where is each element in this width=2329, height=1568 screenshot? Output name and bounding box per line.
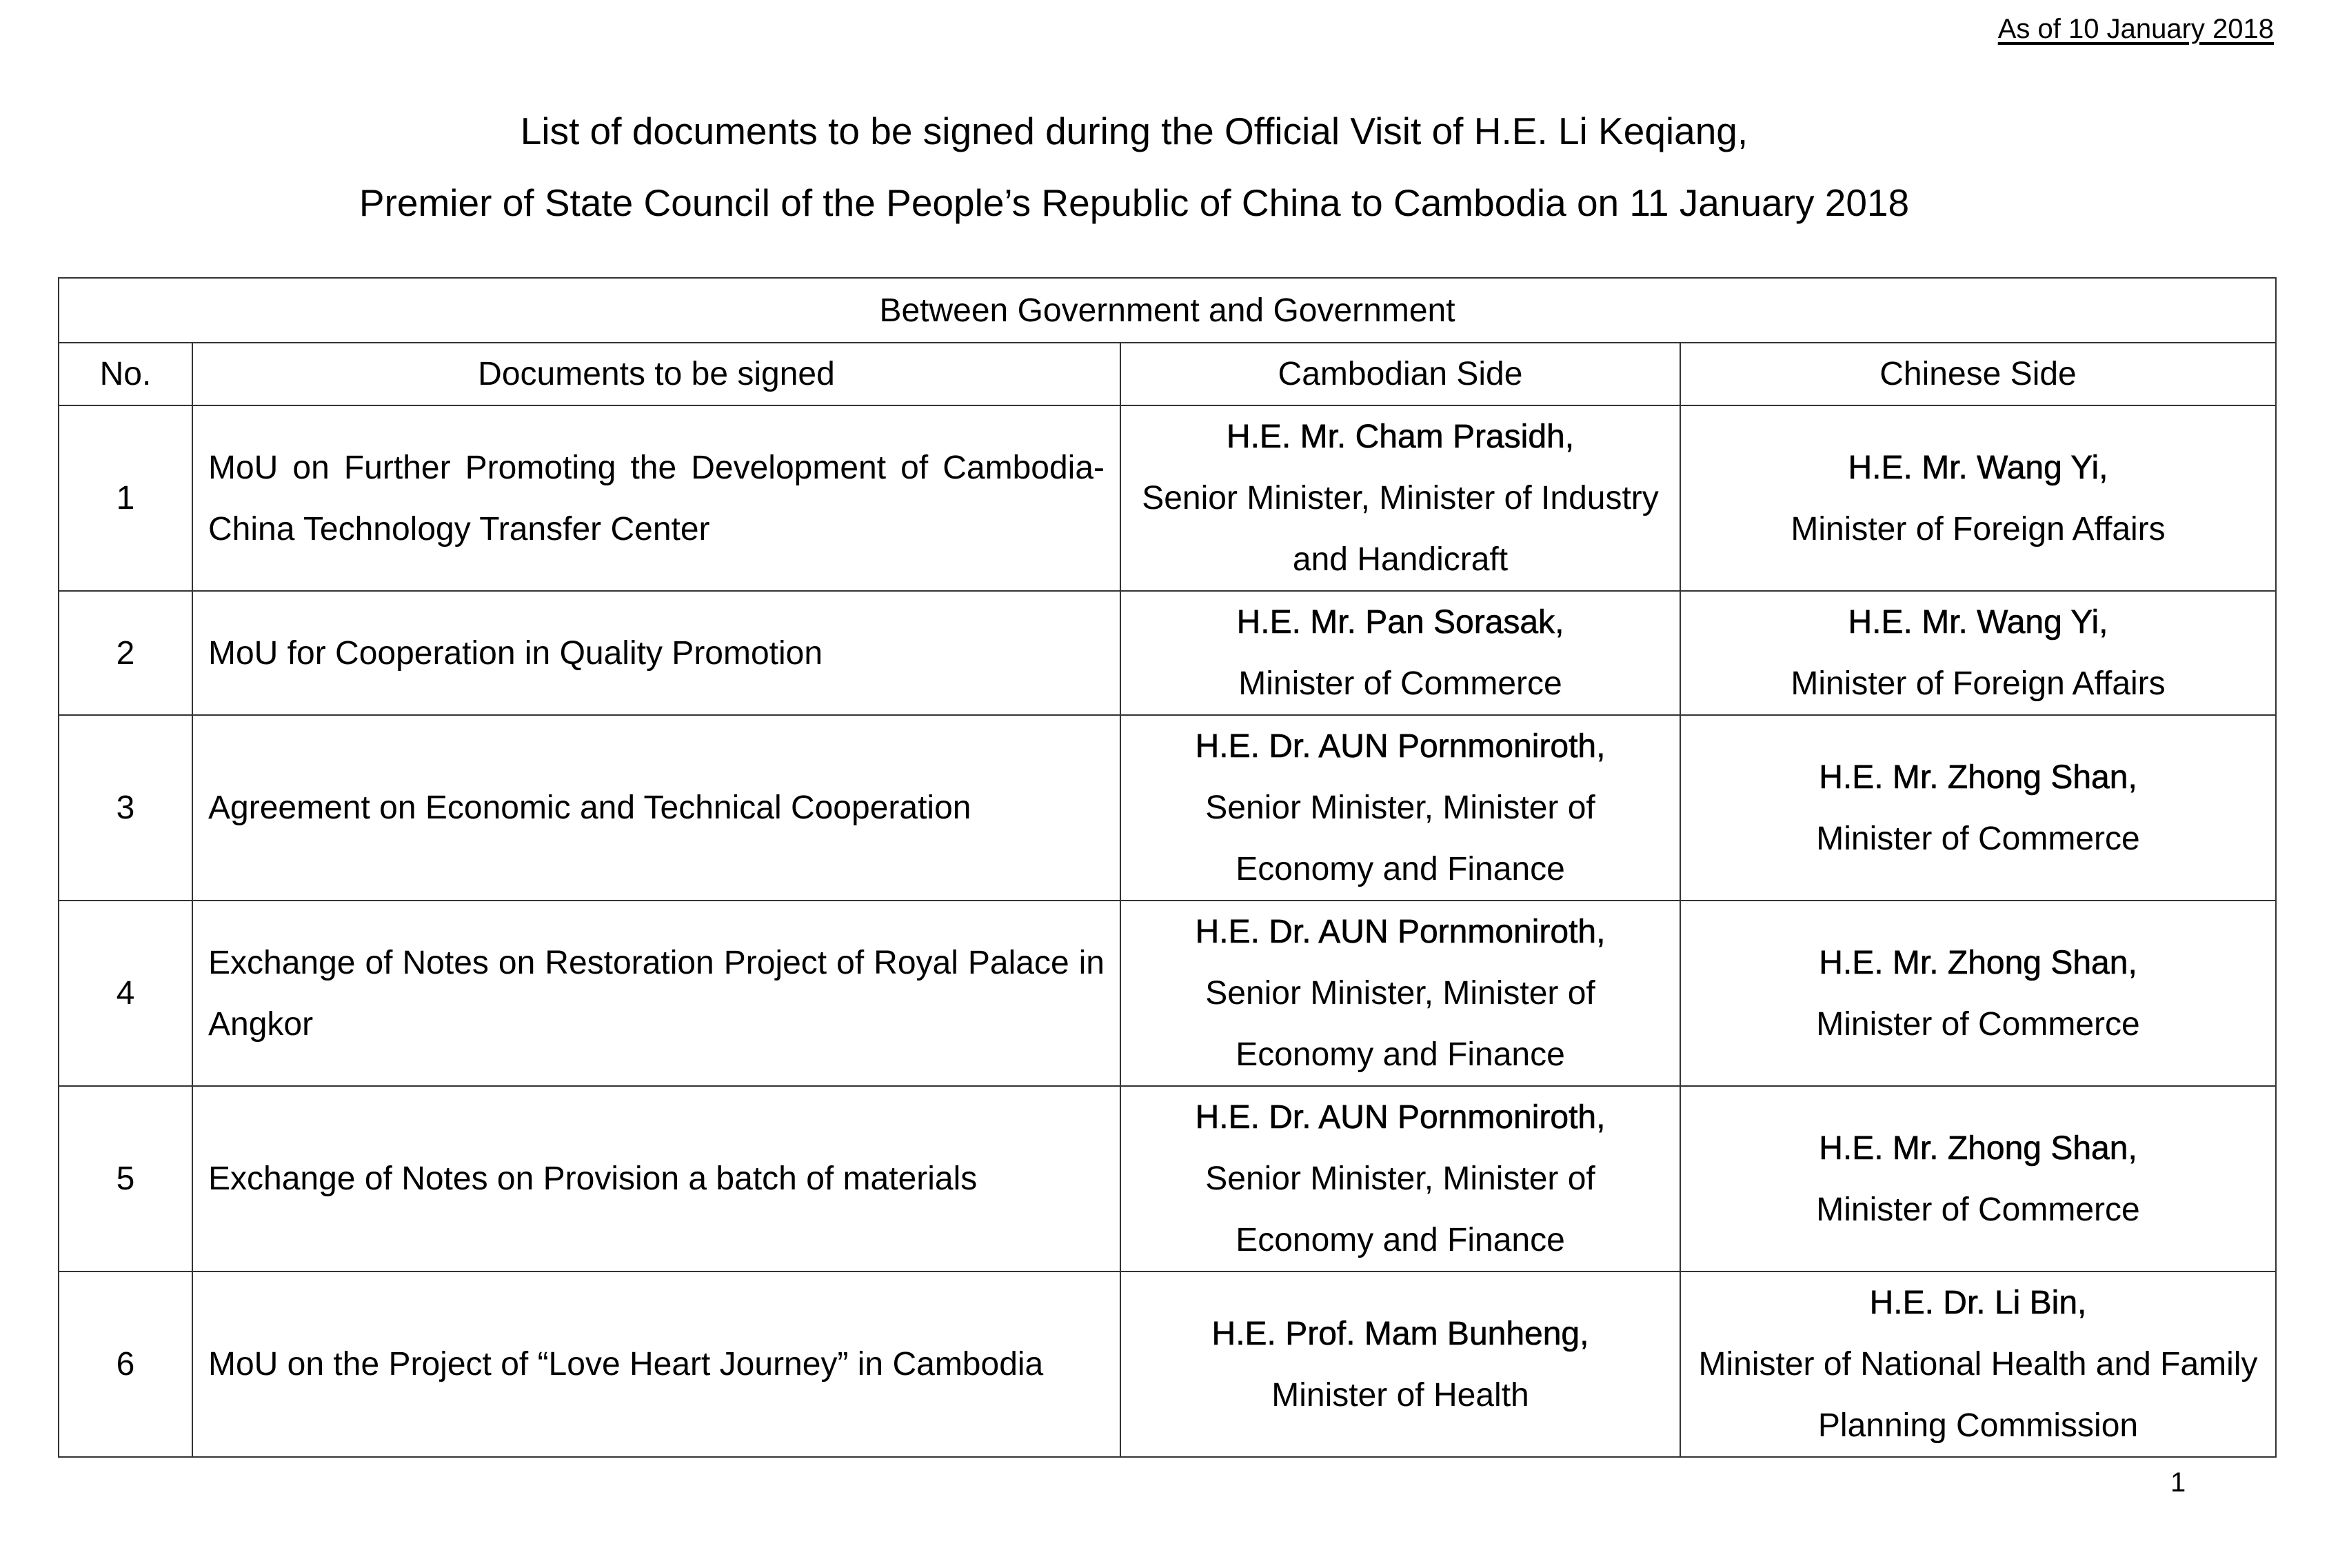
chinese-signatory-role: Minister of Commerce (1816, 1005, 2140, 1043)
document-title: Exchange of Notes on Restoration Project of Royal Palace in Angkor (192, 901, 1120, 1086)
cambodian-signatory-name: H.E. Mr. Cham Prasidh, (1226, 419, 1575, 455)
cambodian-signatory-role: Minister of Commerce (1238, 665, 1562, 702)
cambodian-signatory-role: Senior Minister, Minister of Economy and Finance (1205, 975, 1595, 1073)
chinese-signatory-name: H.E. Dr. Li Bin, (1869, 1285, 2087, 1321)
document-title-line-2: Premier of State Council of the People’s Republic of China to Cambodia on 11 January 2018 (359, 181, 1910, 224)
chinese-signatory-name: H.E. Mr. Wang Yi, (1848, 604, 2108, 641)
document-title-line-1: List of documents to be signed during the Official Visit of H.E. Li Keqiang, (520, 110, 1748, 152)
column-header-document: Documents to be signed (192, 343, 1120, 405)
cambodian-signatory-name: H.E. Dr. AUN Pornmoniroth, (1195, 914, 1606, 950)
documents-table (58, 277, 2277, 1458)
row-number: 6 (59, 1272, 192, 1457)
chinese-signatory (1680, 901, 2276, 1086)
document-title: Agreement on Economic and Technical Cooperation (192, 715, 1120, 901)
row-number: 3 (59, 715, 192, 901)
chinese-signatory-name: H.E. Mr. Wang Yi, (1848, 449, 2108, 486)
chinese-signatory-name: H.E. Mr. Zhong Shan, (1819, 758, 2137, 796)
section-header-row (59, 278, 2276, 343)
chinese-signatory-role: Minister of Commerce (1816, 1191, 2140, 1228)
document-title: Exchange of Notes on Provision a batch of materials (192, 1086, 1120, 1272)
cambodian-signatory (1120, 1272, 1680, 1457)
chinese-signatory-role: Minister of Foreign Affairs (1791, 510, 2166, 547)
document-title: MoU on the Project of “Love Heart Journey” in Cambodia (192, 1272, 1120, 1457)
table-row (59, 901, 2276, 1086)
page-number: 1 (2170, 1467, 2186, 1498)
cambodian-signatory (1120, 405, 1680, 591)
column-header-cambodian-side: Cambodian Side (1120, 343, 1680, 405)
chinese-signatory (1680, 405, 2276, 591)
row-number: 2 (59, 591, 192, 715)
document-title: MoU on Further Promoting the Development of Cambodia-China Technology Transfer Center (192, 405, 1120, 591)
cambodian-signatory-name: H.E. Mr. Pan Sorasak, (1236, 604, 1564, 641)
table-row (59, 715, 2276, 901)
column-header-row (59, 343, 2276, 405)
section-title: Between Government and Government (59, 278, 2276, 343)
cambodian-signatory-role: Senior Minister, Minister of Industry and Handicraft (1142, 480, 1659, 578)
table-row (59, 1086, 2276, 1272)
table-row (59, 405, 2276, 591)
chinese-signatory-name: H.E. Mr. Zhong Shan, (1819, 1129, 2137, 1167)
chinese-signatory-role: Minister of National Health and Family Planning Commission (1698, 1346, 2258, 1444)
column-header-chinese-side: Chinese Side (1680, 343, 2276, 405)
as-of-date: As of 10 January 2018 (1997, 14, 2274, 44)
cambodian-signatory (1120, 715, 1680, 901)
cambodian-signatory (1120, 591, 1680, 715)
row-number: 1 (59, 405, 192, 591)
cambodian-signatory (1120, 1086, 1680, 1272)
table-row (59, 1272, 2276, 1457)
chinese-signatory (1680, 715, 2276, 901)
cambodian-signatory-name: H.E. Dr. AUN Pornmoniroth, (1195, 1099, 1606, 1136)
document-title: MoU for Cooperation in Quality Promotion (192, 591, 1120, 715)
chinese-signatory (1680, 591, 2276, 715)
chinese-signatory-name: H.E. Mr. Zhong Shan, (1819, 944, 2137, 981)
chinese-signatory-role: Minister of Foreign Affairs (1791, 665, 2166, 702)
cambodian-signatory-role: Senior Minister, Minister of Economy and Finance (1205, 790, 1595, 887)
chinese-signatory-role: Minister of Commerce (1816, 820, 2140, 857)
chinese-signatory (1680, 1086, 2276, 1272)
chinese-signatory (1680, 1272, 2276, 1457)
cambodian-signatory-role: Senior Minister, Minister of Economy and Finance (1205, 1160, 1595, 1258)
cambodian-signatory-name: H.E. Prof. Mam Bunheng, (1211, 1315, 1589, 1352)
column-header-no: No. (59, 343, 192, 405)
row-number: 4 (59, 901, 192, 1086)
cambodian-signatory (1120, 901, 1680, 1086)
row-number: 5 (59, 1086, 192, 1272)
cambodian-signatory-name: H.E. Dr. AUN Pornmoniroth, (1195, 728, 1606, 765)
table-row (59, 591, 2276, 715)
cambodian-signatory-role: Minister of Health (1271, 1376, 1529, 1414)
